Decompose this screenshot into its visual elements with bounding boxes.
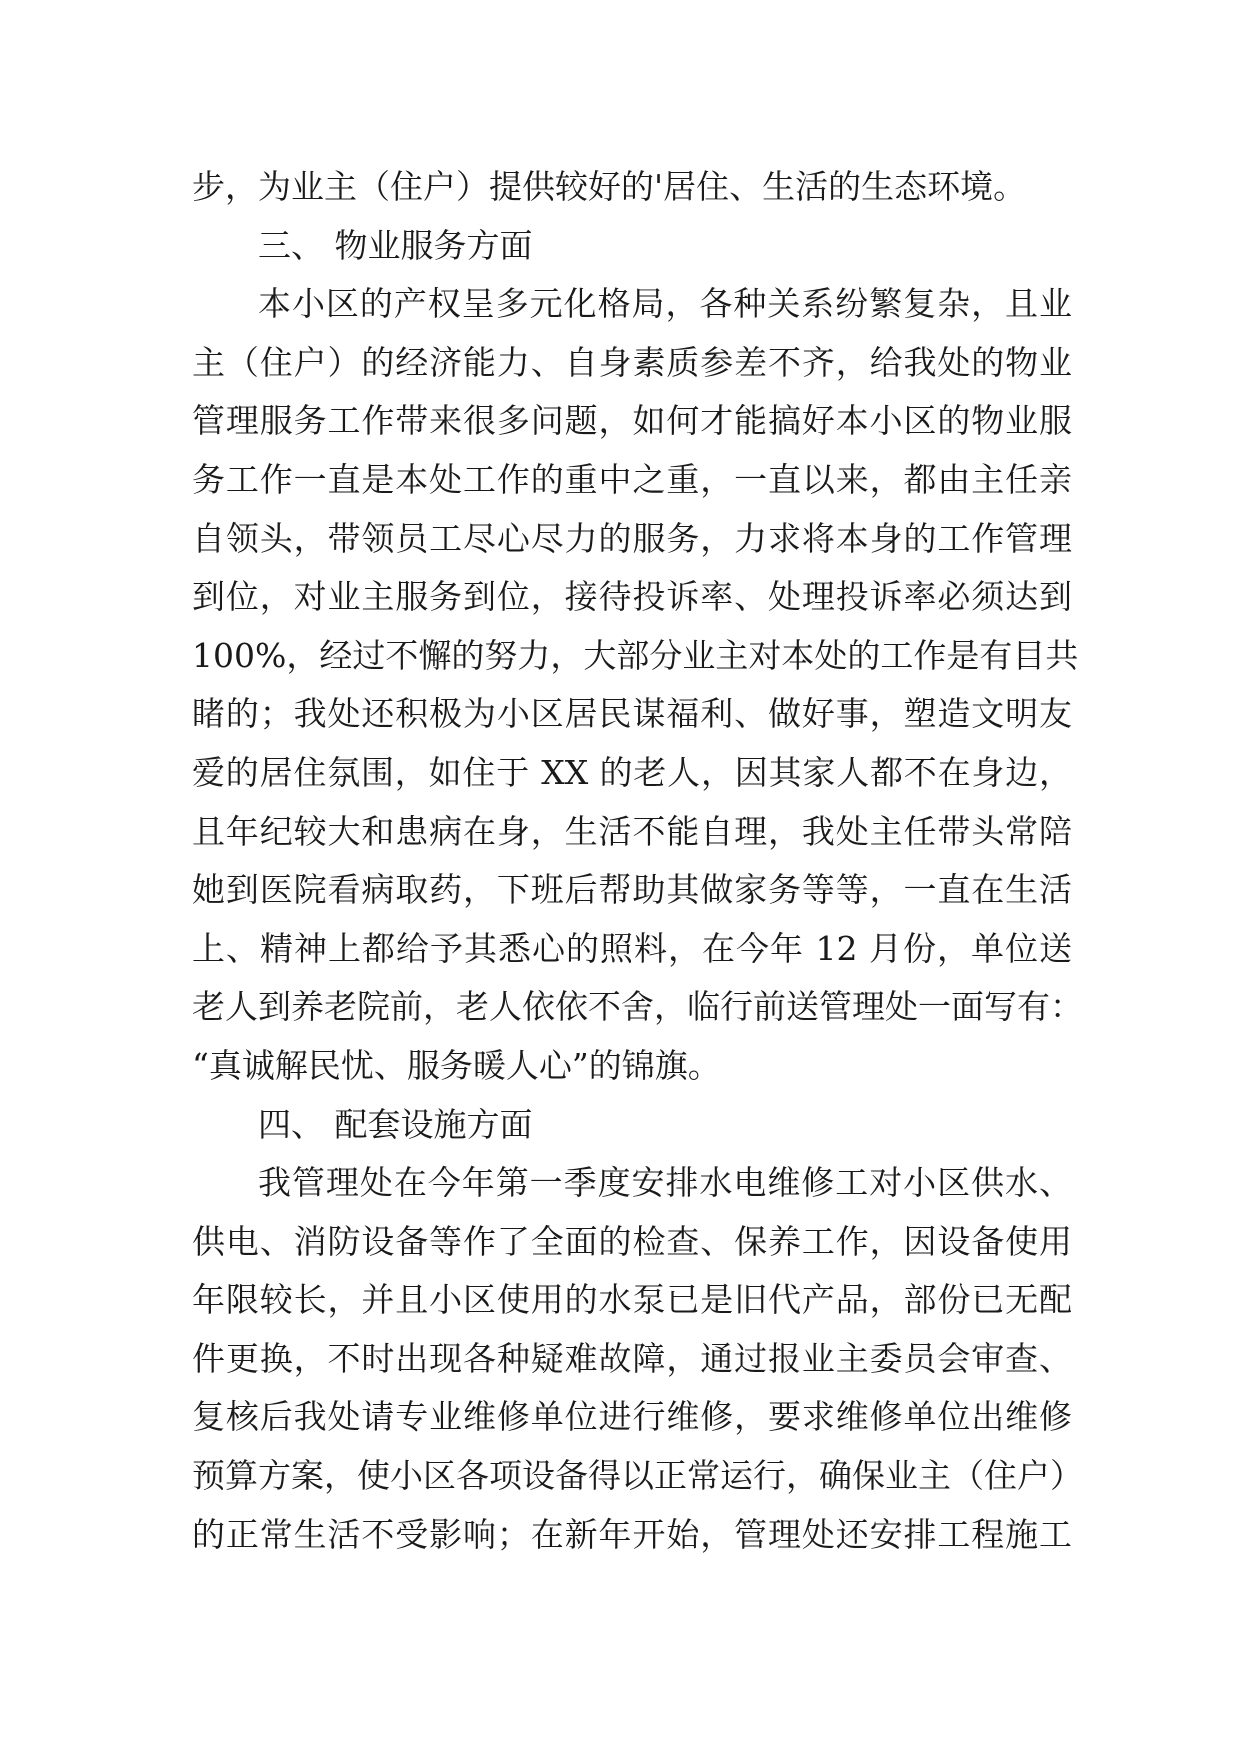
text-line: 的正常生活不受影响；在新年开始，管理处还安排工程施工 — [192, 1514, 1072, 1554]
document-body — [192, 158, 1083, 1564]
text-line: 预算方案，使小区各项设备得以正常运行，确保业主（住户） — [192, 1456, 1083, 1496]
section-heading: 三、 物业服务方面 — [258, 225, 533, 265]
text-line: 她到医院看病取药，下班后帮助其做家务等等，一直在生活 — [192, 870, 1072, 910]
text-line: 爱的居住氛围，如住于 XX 的老人，因其家人都不在身边， — [192, 752, 1072, 792]
text-line: 务工作一直是本处工作的重中之重，一直以来，都由主任亲 — [192, 459, 1072, 499]
text-line: 100%，经过不懈的努力，大部分业主对本处的工作是有目共 — [192, 635, 1079, 675]
text-line: 上、精神上都给予其悉心的照料，在今年 12 月份，单位送 — [192, 928, 1072, 968]
text-line: 且年纪较大和患病在身，生活不能自理，我处主任带头常陪 — [192, 811, 1072, 851]
paragraph-first-line: 本小区的产权呈多元化格局，各种关系纷繁复杂，且业 — [258, 284, 1072, 324]
text-line: 自领头，带领员工尽心尽力的服务，力求将本身的工作管理 — [192, 518, 1072, 558]
text-line: 年限较长，并且小区使用的水泵已是旧代产品，部份已无配 — [192, 1280, 1072, 1320]
text-line: 复核后我处请专业维修单位进行维修，要求维修单位出维修 — [192, 1397, 1072, 1437]
text-line: 供电、消防设备等作了全面的检查、保养工作，因设备使用 — [192, 1221, 1072, 1261]
text-line: 老人到养老院前，老人依依不舍，临行前送管理处一面写有： — [192, 987, 1083, 1027]
paragraph-first-line: 我管理处在今年第一季度安排水电维修工对小区供水、 — [258, 1163, 1072, 1203]
text-line: 睹的；我处还积极为小区居民谋福利、做好事，塑造文明友 — [192, 694, 1072, 734]
text-line: 件更换，不时出现各种疑难故障，通过报业主委员会审查、 — [192, 1338, 1072, 1378]
section-heading: 四、 配套设施方面 — [258, 1104, 533, 1144]
text-line: 主（住户）的经济能力、自身素质参差不齐，给我处的物业 — [192, 342, 1072, 382]
paragraph-last-line: “真诚解民忧、服务暖人心”的锦旗。 — [192, 1045, 721, 1085]
paragraph-last-line: 步，为业主（住户）提供较好的'居住、生活的生态环境。 — [192, 167, 1027, 206]
text-line: 到位，对业主服务到位，接待投诉率、处理投诉率必须达到 — [192, 577, 1072, 617]
text-line: 管理服务工作带来很多问题，如何才能搞好本小区的物业服 — [192, 401, 1072, 441]
